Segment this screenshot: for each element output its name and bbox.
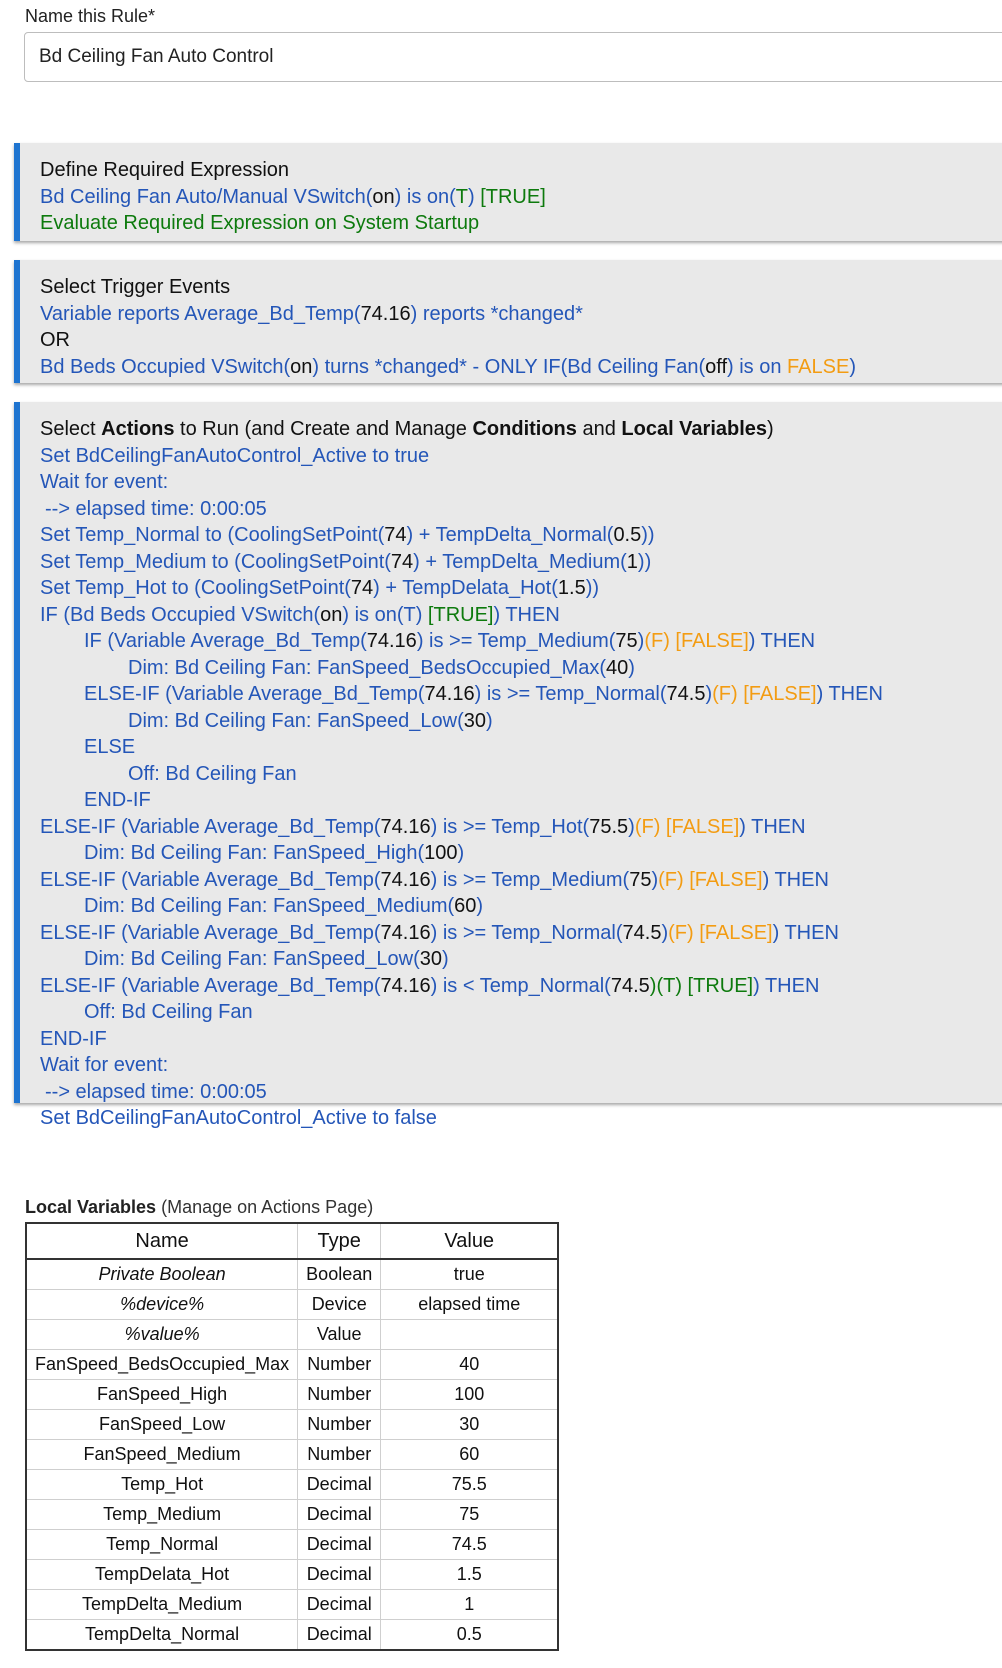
required-expression-title: Define Required Expression	[40, 159, 290, 181]
variable-type: Decimal	[298, 1500, 381, 1530]
action-line: IF (Bd Beds Occupied VSwitch(on) is on(T) [TRUE]) THEN	[40, 603, 560, 626]
variable-value: 1	[381, 1590, 559, 1620]
action-line: ELSE-IF (Variable Average_Bd_Temp(74.16) is >= Temp_Normal(74.5)(F) [FALSE]) THEN	[84, 683, 883, 705]
trigger-line-1: Variable reports Average_Bd_Temp(74.16) reports *changed*	[40, 302, 583, 325]
action-line: ELSE	[84, 736, 136, 758]
table-row	[26, 1560, 558, 1590]
action-line: Set BdCeilingFanAutoControl_Active to true	[40, 444, 430, 467]
action-line: Dim: Bd Ceiling Fan: FanSpeed_High(100)	[84, 842, 465, 864]
variable-type: Decimal	[298, 1470, 381, 1500]
variable-name: %device%	[26, 1290, 298, 1320]
table-row	[26, 1410, 558, 1440]
table-row	[26, 1590, 558, 1620]
trigger-line-2: Bd Beds Occupied VSwitch(on) turns *changed* - ONLY IF(Bd Ceiling Fan(off) is on FALSE)	[40, 355, 856, 378]
table-row	[26, 1440, 558, 1470]
table-row	[26, 1259, 558, 1290]
column-header-value: Value	[381, 1223, 559, 1259]
variable-type: Decimal	[298, 1620, 381, 1651]
variable-type: Number	[298, 1440, 381, 1470]
trigger-events-title: Select Trigger Events	[40, 276, 231, 298]
variable-type: Device	[298, 1290, 381, 1320]
required-expression-panel[interactable]	[14, 143, 1002, 241]
variable-type: Boolean	[298, 1259, 381, 1290]
variable-value: 100	[381, 1380, 559, 1410]
trigger-events-panel[interactable]	[14, 260, 1002, 383]
rule-name-label: Name this Rule*	[25, 6, 156, 26]
local-variables-title: Local Variables (Manage on Actions Page)	[25, 1197, 374, 1217]
action-line: IF (Variable Average_Bd_Temp(74.16) is >= Temp_Medium(75)(F) [FALSE]) THEN	[84, 630, 816, 652]
variable-name: TempDelata_Hot	[26, 1560, 298, 1590]
column-header-name: Name	[26, 1223, 298, 1259]
action-line: Wait for event:	[40, 1054, 169, 1076]
variable-type: Decimal	[298, 1530, 381, 1560]
action-line: END-IF	[40, 1027, 107, 1050]
action-line: ELSE-IF (Variable Average_Bd_Temp(74.16) is >= Temp_Normal(74.5)(F) [FALSE]) THEN	[40, 921, 839, 944]
variable-name: Temp_Normal	[26, 1530, 298, 1560]
table-header-row	[26, 1223, 558, 1259]
startup-evaluation-line: Evaluate Required Expression on System Startup	[40, 212, 480, 234]
variable-type: Number	[298, 1350, 381, 1380]
action-line: Off: Bd Ceiling Fan	[84, 1001, 253, 1023]
variable-name: FanSpeed_BedsOccupied_Max	[26, 1350, 298, 1380]
variable-name: FanSpeed_High	[26, 1380, 298, 1410]
variable-type: Decimal	[298, 1590, 381, 1620]
variable-name: Temp_Hot	[26, 1470, 298, 1500]
rule-name-input[interactable]	[24, 32, 1002, 82]
variable-name: TempDelta_Normal	[26, 1620, 298, 1651]
variable-value: 1.5	[381, 1560, 559, 1590]
variable-name: FanSpeed_Low	[26, 1410, 298, 1440]
variable-type: Decimal	[298, 1560, 381, 1590]
variable-value: true	[381, 1259, 559, 1290]
action-line: ELSE-IF (Variable Average_Bd_Temp(74.16) is >= Temp_Hot(75.5)(F) [FALSE]) THEN	[40, 815, 806, 838]
local-variables-table	[25, 1222, 559, 1651]
action-line: Dim: Bd Ceiling Fan: FanSpeed_Low(30)	[84, 948, 449, 970]
action-line: Dim: Bd Ceiling Fan: FanSpeed_Medium(60)	[84, 895, 484, 917]
action-line: Set BdCeilingFanAutoControl_Active to false	[40, 1107, 437, 1129]
variable-name: TempDelta_Medium	[26, 1590, 298, 1620]
action-line: Dim: Bd Ceiling Fan: FanSpeed_BedsOccupied_Max(40)	[128, 656, 635, 679]
action-line: END-IF	[84, 789, 151, 811]
variable-value: 75	[381, 1500, 559, 1530]
table-row	[26, 1530, 558, 1560]
variable-name: %value%	[26, 1320, 298, 1350]
variable-value: 40	[381, 1350, 559, 1380]
actions-title: Select Actions to Run (and Create and Manage Conditions and Local Variables)	[40, 418, 774, 440]
table-row	[26, 1500, 558, 1530]
action-line: Wait for event:	[40, 471, 169, 493]
table-row	[26, 1350, 558, 1380]
action-line: ELSE-IF (Variable Average_Bd_Temp(74.16) is >= Temp_Medium(75)(F) [FALSE]) THEN	[40, 868, 829, 891]
action-line: Set Temp_Hot to (CoolingSetPoint(74) + TempDelata_Hot(1.5))	[40, 577, 600, 599]
variable-value: 75.5	[381, 1470, 559, 1500]
variable-name: Private Boolean	[26, 1259, 298, 1290]
actions-panel[interactable]	[14, 402, 1002, 1129]
variable-type: Number	[298, 1380, 381, 1410]
action-line: Set Temp_Normal to (CoolingSetPoint(74) + TempDelta_Normal(0.5))	[40, 524, 655, 546]
action-line: Dim: Bd Ceiling Fan: FanSpeed_Low(30)	[128, 709, 493, 732]
table-row	[26, 1380, 558, 1410]
action-line: ELSE-IF (Variable Average_Bd_Temp(74.16) is < Temp_Normal(74.5)(T) [TRUE]) THEN	[40, 974, 820, 997]
variable-type: Number	[298, 1410, 381, 1440]
action-line: --> elapsed time: 0:00:05	[45, 497, 267, 520]
action-line: Off: Bd Ceiling Fan	[128, 762, 297, 785]
variable-name: Temp_Medium	[26, 1500, 298, 1530]
variable-name: FanSpeed_Medium	[26, 1440, 298, 1470]
action-line: Set Temp_Medium to (CoolingSetPoint(74) + TempDelta_Medium(1))	[40, 550, 652, 573]
variable-value	[381, 1320, 559, 1350]
variable-value: elapsed time	[381, 1290, 559, 1320]
table-row	[26, 1290, 558, 1320]
table-row	[26, 1620, 558, 1651]
variable-value: 30	[381, 1410, 559, 1440]
variable-type: Value	[298, 1320, 381, 1350]
variable-value: 0.5	[381, 1620, 559, 1651]
required-expression-line: Bd Ceiling Fan Auto/Manual VSwitch(on) is on(T) [TRUE]	[40, 185, 546, 208]
table-row	[26, 1470, 558, 1500]
action-line: --> elapsed time: 0:00:05	[45, 1080, 267, 1103]
table-row	[26, 1320, 558, 1350]
column-header-type: Type	[298, 1223, 381, 1259]
trigger-or: OR	[40, 329, 70, 351]
variable-value: 60	[381, 1440, 559, 1470]
variable-value: 74.5	[381, 1530, 559, 1560]
